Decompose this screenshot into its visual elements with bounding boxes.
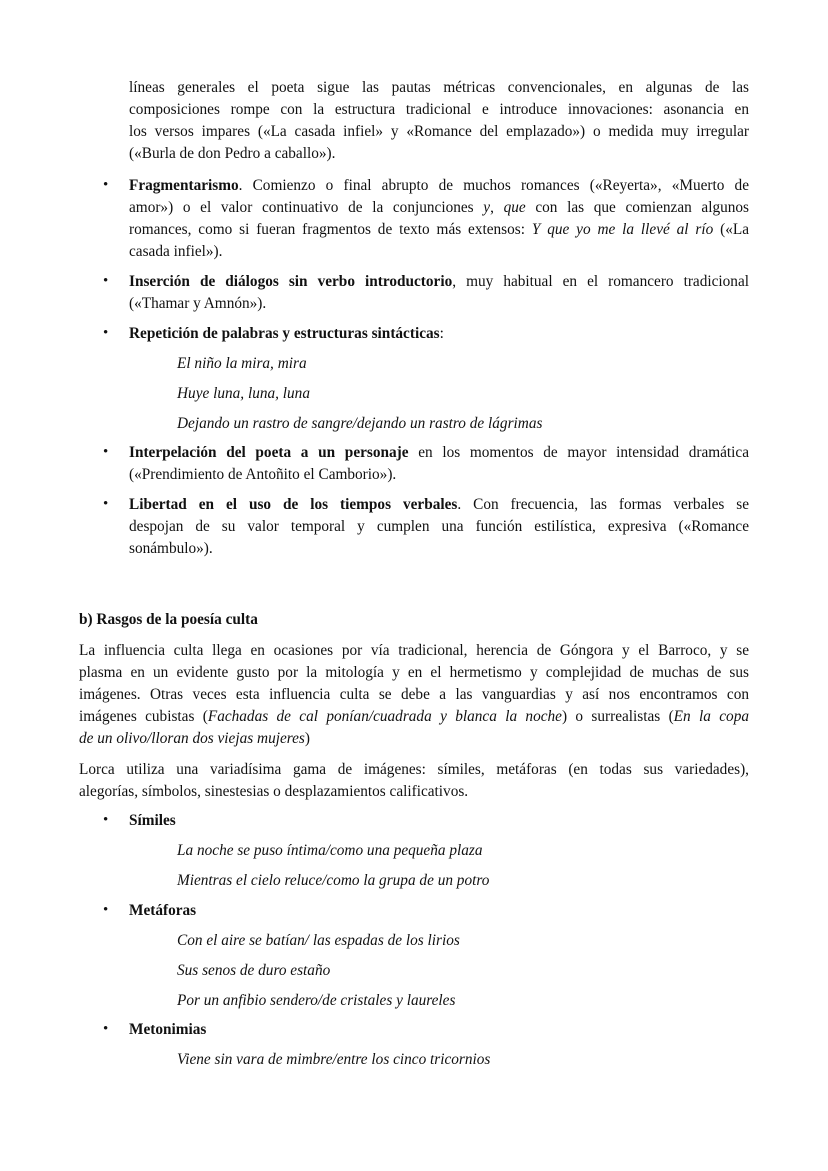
verse-line: Con el aire se batían/ las espadas de los lirios (177, 932, 460, 949)
text-line: («Thamar y Amnón»). (129, 295, 267, 312)
verse-line: Sus senos de duro estaño (177, 962, 331, 979)
text-line: Lorca utiliza una variadísima gama de imágenes: símiles, metáforas (en todas sus variedades), (79, 761, 749, 778)
text-line: plasma en un evidente gusto por la mitología y en el hermetismo y complejidad de muchas de sus (79, 664, 749, 681)
verse-line: Viene sin vara de mimbre/entre los cinco tricornios (177, 1051, 491, 1068)
verse-line: Huye luna, luna, luna (177, 385, 310, 402)
verse-line: La noche se puso íntima/como una pequeña plaza (177, 842, 483, 859)
text-line: de un olivo/lloran dos viejas mujeres) (79, 730, 310, 747)
text-line: despojan de su valor temporal y cumplen una función estilística, expresiva («Romance (129, 518, 749, 535)
bullet-icon: • (103, 902, 109, 918)
text-line: Fragmentarismo. Comienzo o final abrupto de muchos romances («Reyerta», «Muerto de (129, 177, 749, 194)
term: Símiles (129, 812, 176, 829)
bullet-icon: • (103, 1021, 109, 1037)
bullet-icon: • (103, 325, 109, 341)
text-line: Repetición de palabras y estructuras sintácticas: (129, 325, 444, 342)
text-line: Libertad en el uso de los tiempos verbales. Con frecuencia, las formas verbales se (129, 496, 750, 513)
text-line: («Prendimiento de Antoñito el Camborio»). (129, 466, 397, 483)
text-line: casada infiel»). (129, 243, 223, 260)
text-line: los versos impares («La casada infiel» y «Romance del emplazado») o medida muy irregular (129, 123, 749, 140)
text-line: romances, como si fueran fragmentos de texto más extensos: Y que yo me la llevé al río («La (129, 221, 750, 238)
text-line: Interpelación del poeta a un personaje en los momentos de mayor intensidad dramática (129, 444, 750, 461)
bullet-icon: • (103, 444, 109, 460)
text-line: La influencia culta llega en ocasiones por vía tradicional, herencia de Góngora y el Barroco, y se (79, 642, 749, 659)
text-line: composiciones rompe con la estructura tradicional e introduce innovaciones: asonancia en (129, 101, 749, 118)
term: Metáforas (129, 902, 197, 919)
verse-line: Por un anfibio sendero/de cristales y laureles (177, 992, 456, 1009)
bullet-icon: • (103, 273, 109, 289)
bullet-icon: • (103, 812, 109, 828)
text-line: Inserción de diálogos sin verbo introductorio, muy habitual en el romancero tradicional (129, 273, 749, 290)
text-line: amor») o el valor continuativo de la conjunciones y, que con las que comienzan algunos (129, 199, 750, 216)
text-line: alegorías, símbolos, sinestesias o desplazamientos calificativos. (79, 783, 469, 800)
verse-line: Mientras el cielo reluce/como la grupa de un potro (177, 872, 490, 889)
text-line: («Burla de don Pedro a caballo»). (129, 145, 336, 162)
bullet-icon: • (103, 177, 109, 193)
section-heading: b) Rasgos de la poesía culta (79, 611, 258, 628)
bullet-icon: • (103, 496, 109, 512)
verse-line: Dejando un rastro de sangre/dejando un rastro de lágrimas (177, 415, 543, 432)
term: Metonimias (129, 1021, 207, 1038)
text-line: sonámbulo»). (129, 540, 213, 557)
verse-line: El niño la mira, mira (177, 355, 307, 372)
text-line: imágenes cubistas (Fachadas de cal ponían/cuadrada y blanca la noche) o surrealistas (En la copa (79, 708, 749, 725)
text-line: imágenes. Otras veces esta influencia culta se debe a las vanguardias y así nos encontramos con (79, 686, 749, 703)
text-line: líneas generales el poeta sigue las pautas métricas convencionales, en algunas de las (129, 79, 749, 96)
term: Fragmentarismo (129, 177, 239, 194)
